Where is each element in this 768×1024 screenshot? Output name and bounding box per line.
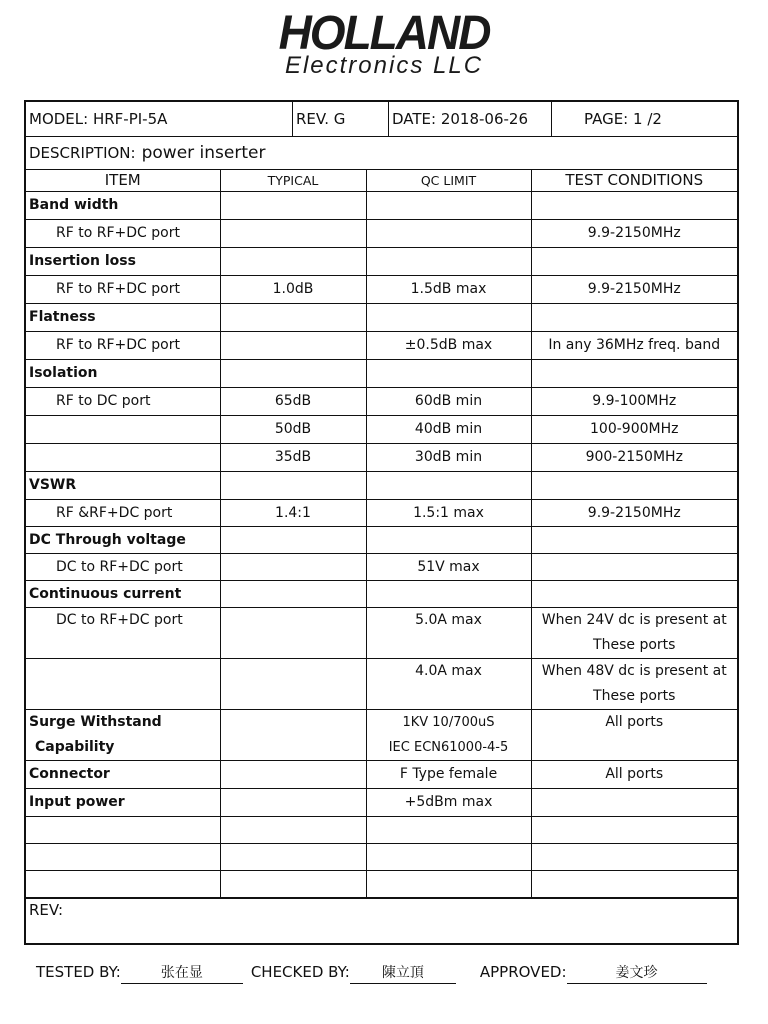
- table-row: [26, 607, 737, 658]
- typical-cell: 35dB: [220, 443, 366, 471]
- qc-limit-cell: ±0.5dB max: [366, 331, 531, 359]
- typical-cell: [220, 607, 366, 658]
- item-cell: RF &RF+DC port: [26, 499, 220, 526]
- table-row: [26, 387, 737, 415]
- description-label: DESCRIPTION:: [29, 144, 136, 162]
- qc-limit-cell: 60dB min: [366, 387, 531, 415]
- table-row: [26, 499, 737, 526]
- typical-cell: [220, 247, 366, 275]
- signature-row: [36, 962, 715, 984]
- qc-limit-cell: [366, 709, 531, 760]
- table-row: [26, 580, 737, 607]
- typical-cell: [220, 760, 366, 788]
- tested-by-label: TESTED BY:: [36, 963, 121, 981]
- spec-table: [26, 170, 737, 898]
- typical-cell: [220, 303, 366, 331]
- qc-limit-cell: 5.0A max: [366, 607, 531, 658]
- section-title: Input power: [26, 788, 220, 816]
- table-row: [26, 359, 737, 387]
- typical-cell: [220, 526, 366, 553]
- table-row: [26, 526, 737, 553]
- table-row: [26, 443, 737, 471]
- test-condition-cell: [531, 553, 737, 580]
- empty-cell: [531, 816, 737, 843]
- table-row-empty: [26, 843, 737, 870]
- typical-cell: [220, 709, 366, 760]
- typical-cell: [220, 471, 366, 499]
- test-condition-cell: [531, 191, 737, 219]
- tested-by-signature: 张在显: [121, 962, 243, 984]
- item-cell: RF to RF+DC port: [26, 275, 220, 303]
- qc-limit-cell: [366, 580, 531, 607]
- test-condition-cell: [531, 607, 737, 658]
- section-title: Flatness: [26, 303, 220, 331]
- checked-by-signature: 陳立頂: [350, 962, 456, 984]
- test-condition-cell: All ports: [531, 709, 737, 760]
- section-title-line: Surge Withstand: [29, 713, 162, 730]
- item-cell: DC to RF+DC port: [26, 607, 220, 658]
- test-condition-cell: [531, 580, 737, 607]
- typical-cell: [220, 788, 366, 816]
- empty-cell: [531, 843, 737, 870]
- empty-cell: [26, 843, 220, 870]
- revision-cell: REV. G: [293, 102, 389, 136]
- description-value: power inserter: [141, 143, 266, 163]
- section-title: Band width: [26, 191, 220, 219]
- item-cell: [26, 443, 220, 471]
- typical-cell: 50dB: [220, 415, 366, 443]
- typical-cell: [220, 580, 366, 607]
- typical-cell: [220, 219, 366, 247]
- table-row: [26, 553, 737, 580]
- test-condition-cell: 9.9-2150MHz: [531, 219, 737, 247]
- typical-cell: [220, 331, 366, 359]
- table-row-empty: [26, 816, 737, 843]
- test-condition-cell: [531, 471, 737, 499]
- item-cell: DC to RF+DC port: [26, 553, 220, 580]
- test-condition-line: These ports: [593, 687, 676, 704]
- qc-limit-line: IEC ECN61000-4-5: [388, 739, 509, 755]
- qc-limit-cell: [366, 359, 531, 387]
- typical-cell: [220, 191, 366, 219]
- section-title-line: Capability: [35, 738, 115, 755]
- empty-cell: [220, 870, 366, 897]
- section-title: VSWR: [26, 471, 220, 499]
- typical-cell: 1.4:1: [220, 499, 366, 526]
- approved-by-label: APPROVED:: [479, 963, 567, 981]
- test-condition-cell: 100-900MHz: [531, 415, 737, 443]
- qc-limit-cell: 1.5:1 max: [366, 499, 531, 526]
- test-condition-cell: In any 36MHz freq. band: [531, 331, 737, 359]
- typical-cell: [220, 658, 366, 709]
- test-condition-cell: 900-2150MHz: [531, 443, 737, 471]
- typical-cell: 1.0dB: [220, 275, 366, 303]
- table-row: [26, 247, 737, 275]
- item-cell: RF to DC port: [26, 387, 220, 415]
- qc-limit-cell: [366, 303, 531, 331]
- empty-cell: [366, 816, 531, 843]
- table-row-empty: [26, 870, 737, 897]
- revision-notes: REV:: [26, 898, 737, 943]
- test-condition-line: When 48V dc is present at: [541, 662, 727, 679]
- test-condition-cell: [531, 247, 737, 275]
- section-title: Insertion loss: [26, 247, 220, 275]
- empty-cell: [366, 870, 531, 897]
- table-row: [26, 191, 737, 219]
- test-condition-cell: [531, 303, 737, 331]
- qc-limit-cell: +5dBm max: [366, 788, 531, 816]
- typical-cell: 65dB: [220, 387, 366, 415]
- table-row: [26, 415, 737, 443]
- section-title: Continuous current: [26, 580, 220, 607]
- section-title: [26, 709, 220, 760]
- qc-limit-cell: [366, 191, 531, 219]
- table-row: [26, 303, 737, 331]
- test-condition-cell: [531, 526, 737, 553]
- qc-limit-cell: 4.0A max: [366, 658, 531, 709]
- typical-cell: [220, 359, 366, 387]
- item-cell: RF to RF+DC port: [26, 331, 220, 359]
- test-condition-cell: 9.9-2150MHz: [531, 499, 737, 526]
- model-cell: MODEL: HRF-PI-5A: [26, 102, 293, 136]
- table-header-row: [26, 170, 737, 191]
- table-row: [26, 471, 737, 499]
- qc-limit-line: 1KV 10/700uS: [402, 714, 495, 730]
- qc-limit-cell: 1.5dB max: [366, 275, 531, 303]
- table-row: [26, 658, 737, 709]
- empty-cell: [366, 843, 531, 870]
- empty-cell: [220, 843, 366, 870]
- test-condition-cell: 9.9-100MHz: [531, 387, 737, 415]
- sheet-header: [26, 102, 737, 137]
- typical-cell: [220, 553, 366, 580]
- test-condition-cell: 9.9-2150MHz: [531, 275, 737, 303]
- column-header-test-conditions: TEST CONDITIONS: [531, 170, 737, 191]
- section-title: Connector: [26, 760, 220, 788]
- description-row: [26, 137, 737, 170]
- logo-subtitle: Electronics LLC: [284, 52, 484, 79]
- logo-wordmark: HOLLAND: [278, 4, 490, 60]
- table-row: [26, 275, 737, 303]
- empty-cell: [220, 816, 366, 843]
- empty-cell: [26, 816, 220, 843]
- date-cell: DATE: 2018-06-26: [389, 102, 552, 136]
- checked-by-label: CHECKED BY:: [250, 963, 350, 981]
- item-cell: [26, 658, 220, 709]
- column-header-item: ITEM: [26, 170, 220, 191]
- table-row: [26, 709, 737, 760]
- qc-limit-cell: 40dB min: [366, 415, 531, 443]
- qc-limit-cell: [366, 526, 531, 553]
- page-cell: PAGE: 1 /2: [584, 110, 662, 128]
- spec-sheet: [24, 100, 739, 945]
- table-row: [26, 219, 737, 247]
- qc-limit-cell: 51V max: [366, 553, 531, 580]
- qc-limit-cell: 30dB min: [366, 443, 531, 471]
- table-row: [26, 331, 737, 359]
- test-condition-cell: [531, 788, 737, 816]
- test-condition-line: When 24V dc is present at: [541, 611, 727, 628]
- test-condition-cell: [531, 658, 737, 709]
- approved-by-signature: 姜文珍: [567, 962, 707, 984]
- empty-cell: [26, 870, 220, 897]
- test-condition-cell: All ports: [531, 760, 737, 788]
- item-cell: [26, 415, 220, 443]
- table-row: [26, 788, 737, 816]
- qc-limit-cell: [366, 247, 531, 275]
- table-row: [26, 760, 737, 788]
- section-title: Isolation: [26, 359, 220, 387]
- company-logo: [0, 4, 768, 79]
- empty-cell: [531, 870, 737, 897]
- qc-limit-cell: [366, 471, 531, 499]
- column-header-typical: TYPICAL: [220, 170, 366, 191]
- item-cell: RF to RF+DC port: [26, 219, 220, 247]
- qc-limit-cell: F Type female: [366, 760, 531, 788]
- column-header-qc-limit: QC LIMIT: [366, 170, 531, 191]
- section-title: DC Through voltage: [26, 526, 220, 553]
- test-condition-line: These ports: [593, 636, 676, 653]
- test-condition-cell: [531, 359, 737, 387]
- qc-limit-cell: [366, 219, 531, 247]
